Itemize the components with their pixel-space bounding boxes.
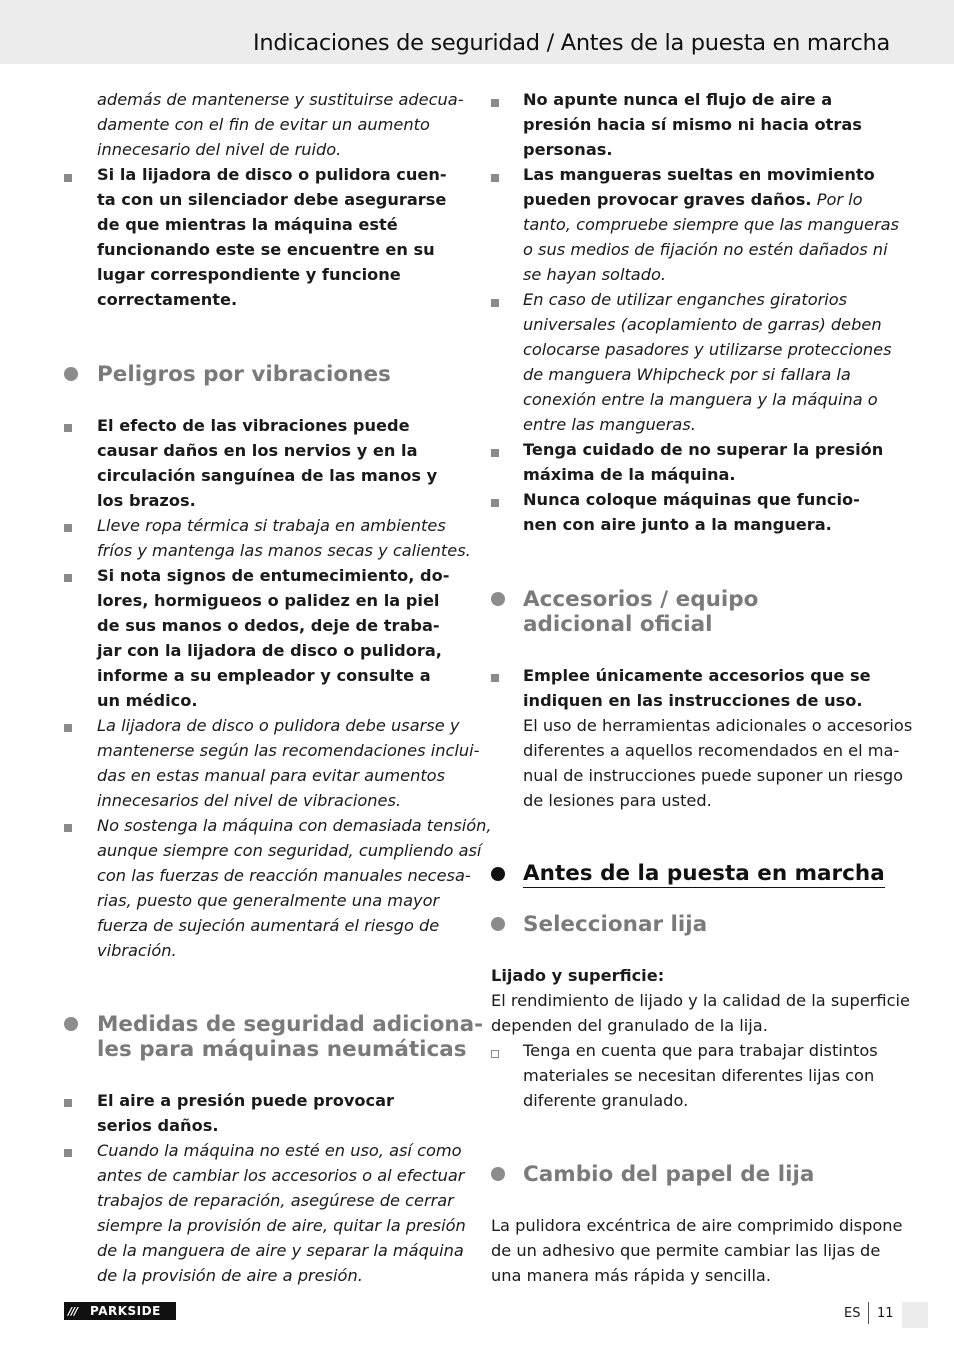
bullet-square-icon <box>491 299 499 307</box>
text-line: La pulidora excéntrica de aire comprimido dispone <box>491 1216 903 1235</box>
text-line: Tenga cuidado de no superar la presión <box>523 440 884 459</box>
text-line: funcionando este se encuentre en su <box>97 240 435 259</box>
text-line: tanto, compruebe siempre que las mangueras <box>523 215 899 234</box>
bullet-square-icon <box>64 1149 72 1157</box>
bullet-square-icon <box>64 174 72 182</box>
text-line: innecesarios del nivel de vibraciones. <box>97 791 402 810</box>
text-line: universales (acoplamiento de garras) deben <box>523 315 882 334</box>
text-line: El aire a presión puede provocar <box>97 1091 395 1110</box>
text-line: innecesario del nivel de ruido. <box>97 140 342 159</box>
text-line: jar con la lijadora de disco o pulidora, <box>97 641 442 660</box>
footer-divider <box>868 1302 869 1324</box>
text-line: diferente granulado. <box>523 1091 689 1110</box>
text-line: de que mientras la máquina esté <box>97 215 398 234</box>
text-line: fuerza de sujeción aumentará el riesgo de <box>97 916 440 935</box>
section-heading: Seleccionar lija <box>523 912 708 937</box>
text-line: de un adhesivo que permite cambiar las lijas de <box>491 1241 881 1260</box>
bullet-square-icon <box>491 499 499 507</box>
text-line: o sus medios de fijación no estén dañados ni <box>523 240 888 259</box>
footer-box <box>902 1302 928 1328</box>
logo-name: PARKSIDE <box>90 1304 161 1318</box>
text-line: colocarse pasadores y utilizarse protecciones <box>523 340 892 359</box>
text-line: vibración. <box>97 941 177 960</box>
text-line: No sostenga la máquina con demasiada tensión, <box>97 816 492 835</box>
text-line: serios daños. <box>97 1116 219 1135</box>
text-line: conexión entre la manguera y la máquina o <box>523 390 878 409</box>
language-code: ES <box>844 1306 861 1321</box>
text-line: de lesiones para usted. <box>523 791 712 810</box>
text-line: das en estas manual para evitar aumentos <box>97 766 446 785</box>
bullet-square-icon <box>64 724 72 732</box>
section-heading: Cambio del papel de lija <box>523 1162 815 1187</box>
text-span: Por lo <box>816 190 863 209</box>
text-line: rias, puesto que generalmente una mayor <box>97 891 440 910</box>
text-line: circulación sanguínea de las manos y <box>97 466 438 485</box>
text-line: mantenerse según las recomendaciones inclui- <box>97 741 480 760</box>
text-line: Cuando la máquina no esté en uso, así como <box>97 1141 462 1160</box>
section-heading: Antes de la puesta en marcha <box>523 861 885 886</box>
text-line: Las mangueras sueltas en movimiento <box>523 165 875 184</box>
section-heading: Peligros por vibraciones <box>97 362 391 387</box>
text-line: los brazos. <box>97 491 196 510</box>
text-line: nual de instrucciones puede suponer un riesgo <box>523 766 904 785</box>
text-line: lores, hormigueos o palidez en la piel <box>97 591 440 610</box>
text-line: Emplee únicamente accesorios que se <box>523 666 871 685</box>
text-line: Tenga en cuenta que para trabajar distintos <box>523 1041 878 1060</box>
bullet-square-icon <box>491 174 499 182</box>
subheading: Lijado y superficie: <box>491 966 665 985</box>
text-line: ta con un silenciador debe asegurarse <box>97 190 447 209</box>
text-line: de manguera Whipcheck por si fallara la <box>523 365 851 384</box>
text-line: El efecto de las vibraciones puede <box>97 416 410 435</box>
text-line: materiales se necesitan diferentes lijas con <box>523 1066 875 1085</box>
bullet-square-icon <box>64 1099 72 1107</box>
text-line: nen con aire junto a la manguera. <box>523 515 832 534</box>
text-line: El rendimiento de lijado y la calidad de la superficie <box>491 991 910 1010</box>
text-line <box>523 187 863 212</box>
text-line: La lijadora de disco o pulidora debe usarse y <box>97 716 460 735</box>
text-line: Si nota signos de entumecimiento, do- <box>97 566 450 585</box>
logo-stripes: /// <box>68 1305 78 1318</box>
text-line: un médico. <box>97 691 198 710</box>
text-line: informe a su empleador y consulte a <box>97 666 431 685</box>
text-line: entre las mangueras. <box>523 415 696 434</box>
bullet-square-icon <box>64 524 72 532</box>
text-line: lugar correspondiente y funcione <box>97 265 401 284</box>
bullet-square-icon <box>64 824 72 832</box>
heading-bullet-icon <box>491 917 505 931</box>
bullet-square-icon <box>491 99 499 107</box>
text-line: con las fuerzas de reacción manuales necesa- <box>97 866 471 885</box>
section-heading: Accesorios / equipo <box>523 587 759 612</box>
section-heading: adicional oficial <box>523 612 713 637</box>
text-line: de sus manos o dedos, deje de traba- <box>97 616 440 635</box>
text-line: presión hacia sí mismo ni hacia otras <box>523 115 862 134</box>
text-line: de la manguera de aire y separar la máquina <box>97 1241 464 1260</box>
page-number: 11 <box>877 1306 894 1321</box>
checkbox-square-icon <box>491 1050 499 1058</box>
text-line: En caso de utilizar enganches giratorios <box>523 290 848 309</box>
text-line: diferentes a aquellos recomendados en el ma- <box>523 741 900 760</box>
text-line: Si la lijadora de disco o pulidora cuen- <box>97 165 447 184</box>
text-line: Nunca coloque máquinas que funcio- <box>523 490 860 509</box>
text-line: personas. <box>523 140 613 159</box>
heading-bullet-icon <box>491 867 505 881</box>
text-line: indiquen en las instrucciones de uso. <box>523 691 863 710</box>
text-line: El uso de herramientas adicionales o accesorios <box>523 716 913 735</box>
text-line: además de mantenerse y sustituirse adecua- <box>97 90 464 109</box>
bullet-square-icon <box>64 424 72 432</box>
section-heading: Medidas de seguridad adiciona- <box>97 1012 484 1037</box>
text-line: siempre la provisión de aire, quitar la presión <box>97 1216 466 1235</box>
bullet-square-icon <box>64 574 72 582</box>
text-line: damente con el fin de evitar un aumento <box>97 115 430 134</box>
text-line: trabajos de reparación, asegúrese de cerrar <box>97 1191 454 1210</box>
text-line: fríos y mantenga las manos secas y calientes. <box>97 541 471 560</box>
parkside-logo <box>64 1302 176 1320</box>
page-title: Indicaciones de seguridad / Antes de la puesta en marcha <box>253 30 890 56</box>
text-line: Lleve ropa térmica si trabaja en ambientes <box>97 516 446 535</box>
text-line: causar daños en los nervios y en la <box>97 441 418 460</box>
text-span: pueden provocar graves daños. <box>523 190 812 209</box>
text-line: una manera más rápida y sencilla. <box>491 1266 772 1285</box>
text-line: dependen del granulado de la lija. <box>491 1016 768 1035</box>
page-header <box>0 0 954 64</box>
text-line: No apunte nunca el flujo de aire a <box>523 90 833 109</box>
text-line: máxima de la máquina. <box>523 465 736 484</box>
section-heading: les para máquinas neumáticas <box>97 1037 467 1062</box>
bullet-square-icon <box>491 674 499 682</box>
heading-bullet-icon <box>491 592 505 606</box>
text-line: antes de cambiar los accesorios o al efectuar <box>97 1166 465 1185</box>
heading-bullet-icon <box>491 1167 505 1181</box>
text-line: aunque siempre con seguridad, cumpliendo así <box>97 841 482 860</box>
text-line: de la provisión de aire a presión. <box>97 1266 363 1285</box>
text-line: correctamente. <box>97 290 238 309</box>
heading-bullet-icon <box>64 1017 78 1031</box>
text-line: se hayan soltado. <box>523 265 667 284</box>
heading-bullet-icon <box>64 367 78 381</box>
bullet-square-icon <box>491 449 499 457</box>
